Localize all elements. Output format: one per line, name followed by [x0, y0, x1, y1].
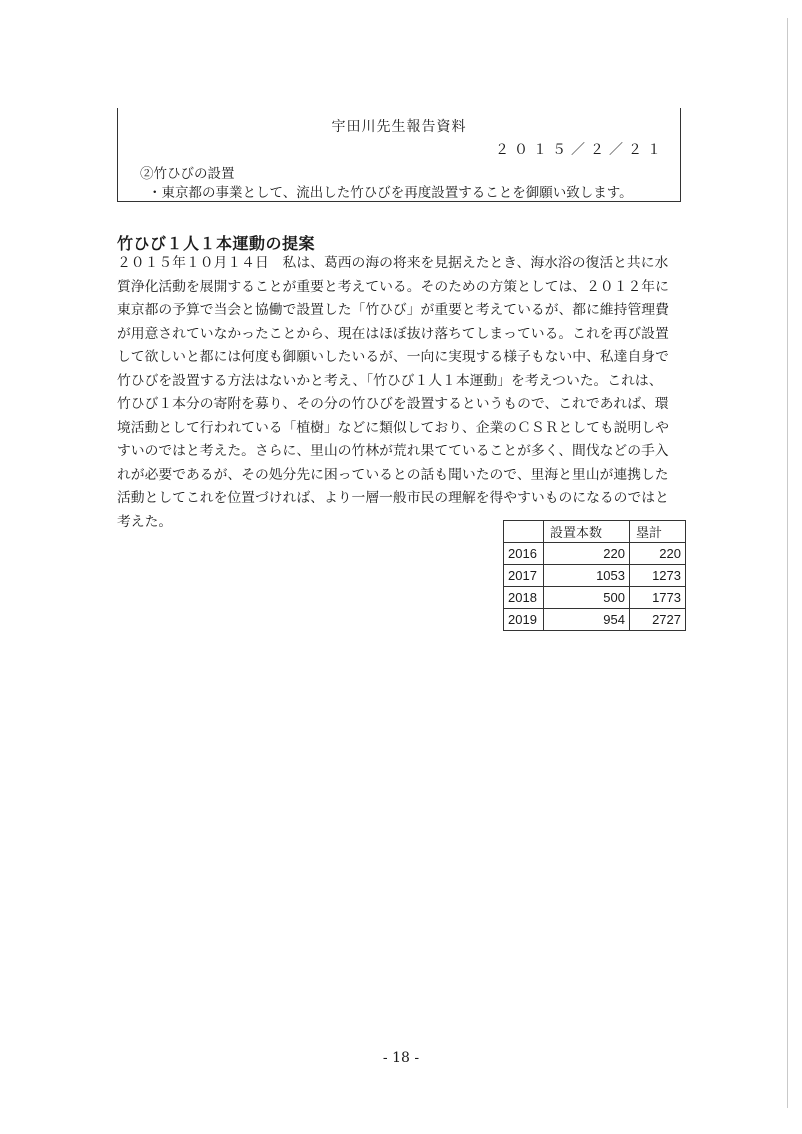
body-line: 質浄化活動を展開することが重要と考えている。そのための方策としては、２０１２年に: [117, 278, 669, 295]
cell-year: 2017: [504, 565, 544, 587]
report-subheading: ②竹ひびの設置: [140, 166, 235, 182]
table-row: [504, 543, 686, 565]
header-year: [504, 521, 544, 543]
section-heading: 竹ひび１人１本運動の提案: [117, 234, 316, 253]
report-date: ２０１５／２／２１: [495, 142, 666, 158]
cell-cumulative: 220: [630, 543, 686, 565]
body-line: 竹ひびを設置する方法はないかと考え、「竹ひび１人１本運動」を考えついた。これは、: [117, 372, 663, 389]
cell-installed: 500: [544, 587, 630, 609]
body-line: が用意されていなかったことから、現在はほぼ抜け落ちてしまっている。これを再び設置: [117, 325, 669, 342]
body-line: すいのではと考えた。さらに、里山の竹林が荒れ果てていることが多く、間伐などの手入: [117, 443, 669, 459]
cell-cumulative: 1273: [630, 565, 686, 587]
header-cumulative: 塁計: [630, 521, 686, 543]
table-row: [504, 609, 686, 631]
page-number: - 18 -: [382, 1050, 420, 1066]
installation-table: [503, 520, 686, 631]
table-row: [504, 587, 686, 609]
body-line: れが必要であるが、その処分先に困っているとの話も聞いたので、里海と里山が連携した: [117, 466, 669, 483]
body-line: ２０１５年１０月１４日 私は、葛西の海の将来を見据えたとき、海水浴の復活と共に水: [117, 255, 669, 271]
cell-cumulative: 1773: [630, 587, 686, 609]
cell-installed: 220: [544, 543, 630, 565]
body-text: [117, 252, 680, 534]
report-bullet: ・東京都の事業として、流出した竹ひびを再度設置することを御願い致します。: [148, 185, 633, 201]
body-line: 境活動として行われている「植樹」などに類似しており、企業のＣＳＲとしても説明しや: [117, 419, 669, 436]
header-installed-count: 設置本数: [544, 521, 630, 543]
cell-year: 2016: [504, 543, 544, 565]
cell-installed: 1053: [544, 565, 630, 587]
body-line: 東京都の予算で当会と協働で設置した「竹ひび」が重要と考えているが、都に維持管理費: [117, 302, 669, 318]
table-header-row: [504, 521, 686, 543]
body-line: して欲しいと都には何度も御願いしたいるが、一向に実現する様子もない中、私達自身で: [117, 349, 669, 365]
cell-year: 2019: [504, 609, 544, 631]
body-line: 考えた。: [117, 513, 173, 530]
report-title: 宇田川先生報告資料: [331, 119, 467, 135]
cell-cumulative: 2727: [630, 609, 686, 631]
cell-year: 2018: [504, 587, 544, 609]
body-line: 竹ひび１本分の寄附を募り、その分の竹ひびを設置するというもので、これであれば、環: [117, 396, 669, 412]
body-line: 活動としてこれを位置づければ、より一層一般市民の理解を得やすいものになるのではと: [117, 490, 669, 506]
scan-edge-line: [787, 18, 788, 1108]
cell-installed: 954: [544, 609, 630, 631]
report-box: [117, 108, 681, 202]
table-row: [504, 565, 686, 587]
